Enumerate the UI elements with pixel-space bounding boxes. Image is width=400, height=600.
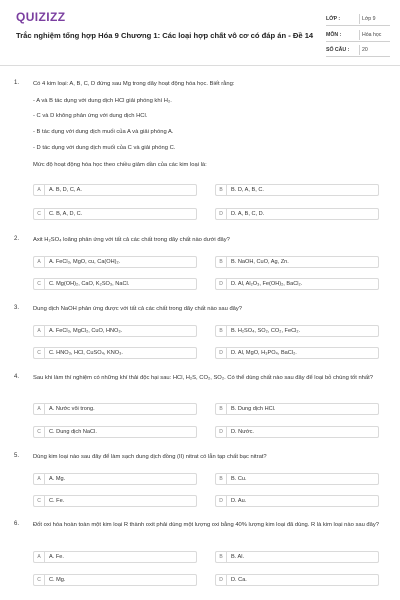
question-text: Có 4 kim loại: A, B, C, D đứng sau Mg trong dãy hoạt động hóa học. Biết rằng: (33, 81, 235, 87)
question-number: 6. (14, 521, 20, 527)
answer-option-d[interactable] (215, 208, 379, 220)
option-letter: D (216, 496, 227, 506)
option-letter: C (34, 496, 45, 506)
option-letter: B (216, 185, 227, 195)
answer-option-d[interactable] (215, 426, 379, 438)
option-text: B. Cu. (231, 476, 247, 482)
question-text: Đốt oxi hóa hoàn toàn một kim loại R thành oxit phải dùng một lượng oxi bằng 40% lượng kim loại đã dùng. R là kim loại nào sau đây? (33, 522, 379, 528)
option-letter: D (216, 348, 227, 358)
option-letter: D (216, 575, 227, 585)
option-text: D. A, B, C, D. (231, 211, 265, 217)
option-letter: C (34, 209, 45, 219)
meta-underline (326, 41, 390, 42)
option-text: D. Ca. (231, 577, 247, 583)
option-text: A. B, D, C, A. (49, 187, 82, 193)
meta-count-label: SỐ CÂU : (326, 47, 350, 53)
answer-option-c[interactable] (33, 208, 197, 220)
question-detail: - D tác dụng với dung dịch muối của C và giải phóng C. (33, 145, 176, 151)
meta-grade-value: Lớp 9 (362, 16, 376, 22)
answer-option-c[interactable] (33, 426, 197, 438)
option-text: A. Mg. (49, 476, 66, 482)
answer-option-c[interactable] (33, 495, 197, 507)
question-detail: - A và B tác dụng với dung dịch HCl giải phóng khí H₂. (33, 98, 172, 104)
question-text: Sau khi làm thí nghiệm có những khí thải độc hại sau: HCl, H₂S, CO₂, SO₂. Có thể dùng chất nào sau đây để loại bỏ chúng tốt nhất? (33, 375, 373, 381)
option-letter: D (216, 209, 227, 219)
option-text: D. Nước. (231, 429, 254, 435)
option-text: C. Dung dịch NaCl. (49, 429, 97, 435)
option-text: D. Au. (231, 498, 247, 504)
meta-subject-label: MÔN : (326, 32, 342, 38)
meta-divider (359, 45, 360, 55)
option-letter: A (34, 474, 45, 484)
option-letter: C (34, 279, 45, 289)
option-text: B. NaOH, CuO, Ag, Zn. (231, 259, 289, 265)
option-text: C. B, A, D, C. (49, 211, 83, 217)
answer-option-b[interactable] (215, 551, 379, 563)
answer-option-c[interactable] (33, 347, 197, 359)
question-number: 1. (14, 80, 20, 86)
option-text: A. Fe. (49, 554, 64, 560)
question-number: 5. (14, 453, 20, 459)
meta-underline (326, 25, 390, 26)
option-text: A. Nước vôi trong. (49, 406, 95, 412)
option-letter: B (216, 326, 227, 336)
answer-option-b[interactable] (215, 403, 379, 415)
option-letter: C (34, 348, 45, 358)
meta-grade-label: LỚP : (326, 16, 341, 22)
option-letter: A (34, 404, 45, 414)
answer-option-a[interactable] (33, 551, 197, 563)
option-text: C. Mg(OH)₂, CaO, K₂SO₃, NaCl. (49, 281, 130, 287)
answer-option-c[interactable] (33, 278, 197, 290)
option-letter: C (34, 575, 45, 585)
option-text: A. FeCl₃, MgO, cu, Ca(OH)₂. (49, 259, 121, 265)
answer-option-d[interactable] (215, 495, 379, 507)
question-detail: Mức độ hoạt động hóa học theo chiều giảm dần của các kim loại là: (33, 162, 207, 168)
option-text: C. Fe. (49, 498, 65, 504)
page-title: Trắc nghiệm tổng hợp Hóa 9 Chương 1: Các loại hợp chất vô cơ có đáp án - Đề 14 (16, 31, 314, 40)
answer-option-b[interactable] (215, 473, 379, 485)
option-text: A. FeCl₃, MgCl₂, CuO, HNO₃. (49, 328, 123, 334)
answer-option-a[interactable] (33, 473, 197, 485)
question-number: 4. (14, 374, 20, 380)
meta-underline (326, 56, 390, 57)
option-text: B. Al. (231, 554, 245, 560)
option-letter: D (216, 279, 227, 289)
answer-option-a[interactable] (33, 184, 197, 196)
answer-option-b[interactable] (215, 325, 379, 337)
page-header (0, 0, 400, 66)
option-letter: B (216, 404, 227, 414)
option-letter: A (34, 326, 45, 336)
option-text: D. Al, Al₂O₃, Fe(OH)₂, BaCl₂. (231, 281, 303, 287)
option-letter: A (34, 552, 45, 562)
question-number: 2. (14, 236, 20, 242)
meta-subject-value: Hóa học (362, 32, 382, 38)
answer-option-a[interactable] (33, 403, 197, 415)
question-detail: - B tác dụng với dung dịch muối của A và giải phóng A. (33, 129, 174, 135)
meta-count-value: 20 (362, 47, 368, 53)
answer-option-a[interactable] (33, 256, 197, 268)
option-letter: B (216, 257, 227, 267)
question-detail: - C và D không phản ứng với dung dịch HCl. (33, 113, 148, 119)
option-letter: D (216, 427, 227, 437)
answer-option-d[interactable] (215, 347, 379, 359)
question-number: 3. (14, 305, 20, 311)
answer-option-c[interactable] (33, 574, 197, 586)
question-text: Dung dịch NaOH phản ứng được với tất cả các chất trong dãy chất nào sau đây? (33, 306, 243, 312)
answer-option-d[interactable] (215, 574, 379, 586)
meta-divider (359, 14, 360, 24)
answer-option-d[interactable] (215, 278, 379, 290)
option-letter: B (216, 474, 227, 484)
question-text: Axit H₂SO₄ loãng phản ứng với tất cả các chất trong dãy chất nào dưới đây? (33, 237, 230, 243)
option-letter: B (216, 552, 227, 562)
option-letter: A (34, 257, 45, 267)
option-text: D. Al, MgO, H₃PO₄, BaCl₂. (231, 350, 297, 356)
question-text: Dùng kim loại nào sau đây để làm sạch dung dịch đồng (II) nitrat có lẫn tạp chất bạc nitrat? (33, 454, 267, 460)
meta-divider (359, 30, 360, 40)
quizizz-logo: QUIZIZZ (16, 10, 66, 24)
option-text: B. H₂SO₄, SO₂, CO₂, FeCl₂. (231, 328, 301, 334)
option-text: C. Mg. (49, 577, 66, 583)
option-text: C. HNO₃, HCl, CuSO₄, KNO₃. (49, 350, 123, 356)
answer-option-a[interactable] (33, 325, 197, 337)
answer-option-b[interactable] (215, 184, 379, 196)
option-letter: A (34, 185, 45, 195)
option-text: B. Dung dịch HCl. (231, 406, 276, 412)
option-text: B. D, A, B, C. (231, 187, 264, 193)
option-letter: C (34, 427, 45, 437)
answer-option-b[interactable] (215, 256, 379, 268)
